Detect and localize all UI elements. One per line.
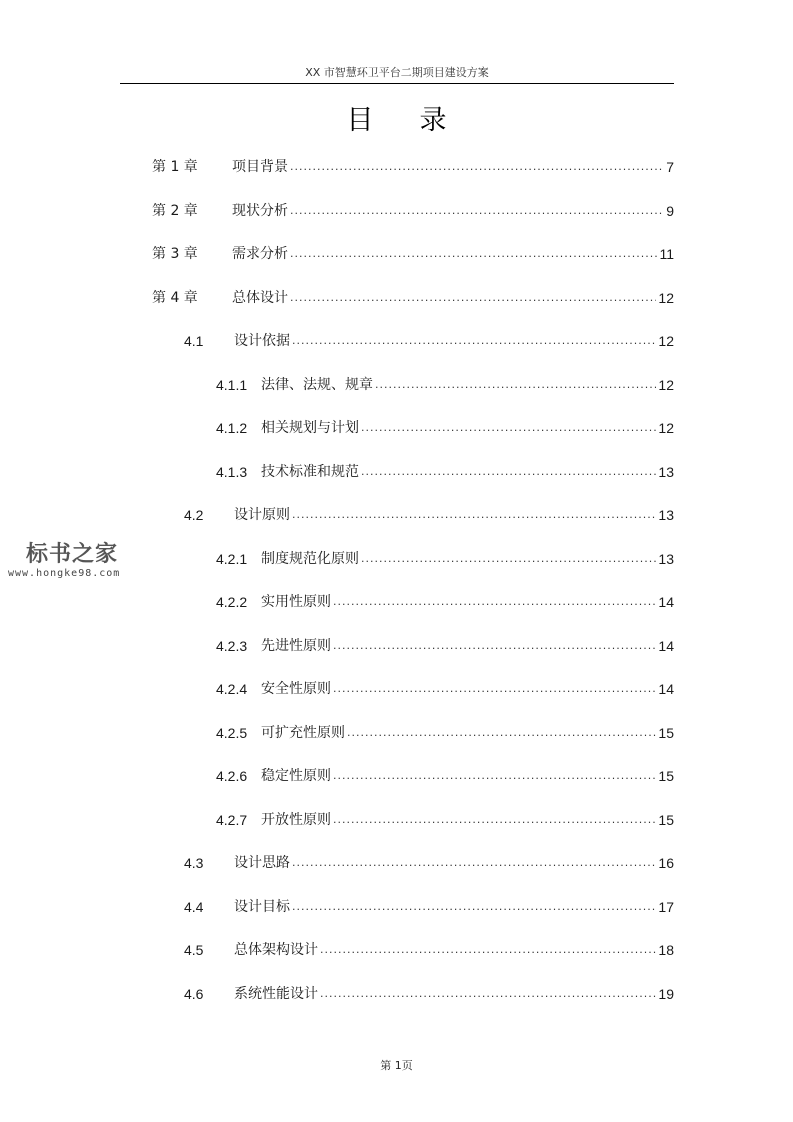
toc-entry-label: 系统性能设计 xyxy=(234,986,318,1002)
title-char-2: 录 xyxy=(419,105,447,136)
toc-leader-dots xyxy=(347,723,656,743)
watermark-brand: 标书之家 xyxy=(26,542,119,567)
toc-leader-dots xyxy=(292,897,656,917)
toc-entry-number: 4.1.3 xyxy=(216,464,248,480)
toc-entry-number: 第 3 章 xyxy=(152,246,198,262)
toc-leader-dots xyxy=(361,418,656,438)
toc-entry-label: 开放性原则 xyxy=(261,812,331,828)
toc-entry-label: 设计原则 xyxy=(234,507,290,523)
toc-entry-label: 设计依据 xyxy=(234,333,290,349)
title-char-1: 目 xyxy=(346,105,374,136)
toc-leader-dots xyxy=(333,766,656,786)
toc-entry-page: 12 xyxy=(658,290,674,306)
page-footer: 第 1页 xyxy=(380,1059,413,1072)
toc-entry-4-1-1[interactable] xyxy=(216,375,674,395)
toc-entry-number: 4.4 xyxy=(184,899,204,915)
toc-entry-4-6[interactable] xyxy=(184,984,674,1004)
toc-leader-dots xyxy=(361,462,656,482)
toc-entry-4-1-3[interactable] xyxy=(216,462,674,482)
toc-entry-label: 相关规划与计划 xyxy=(261,420,359,436)
toc-entry-label: 技术标准和规范 xyxy=(261,464,359,480)
toc-leader-dots xyxy=(320,940,656,960)
toc-entry-page: 12 xyxy=(658,420,674,436)
toc-entry-label: 总体架构设计 xyxy=(234,942,318,958)
toc-leader-dots xyxy=(290,288,656,308)
toc-entry-page: 16 xyxy=(658,855,674,871)
toc-leader-dots xyxy=(290,244,657,264)
toc-entry-page: 15 xyxy=(658,812,674,828)
toc-leader-dots xyxy=(333,636,656,656)
toc-entry-label: 设计思路 xyxy=(234,855,290,871)
toc-entry-ch4[interactable] xyxy=(152,288,674,308)
toc-entry-label: 可扩充性原则 xyxy=(261,725,345,741)
toc-entry-page: 13 xyxy=(658,551,674,567)
toc-entry-number: 4.5 xyxy=(184,942,204,958)
toc-leader-dots xyxy=(375,375,656,395)
toc-entry-number: 4.6 xyxy=(184,986,204,1002)
toc-entry-number: 4.2.4 xyxy=(216,681,248,697)
toc-entry-4-4[interactable] xyxy=(184,897,674,917)
toc-leader-dots xyxy=(290,201,664,221)
toc-entry-number: 4.2 xyxy=(184,507,204,523)
toc-title xyxy=(0,98,793,137)
toc-entry-page: 7 xyxy=(666,159,674,175)
toc-entry-page: 14 xyxy=(658,638,674,654)
toc-leader-dots xyxy=(333,679,656,699)
toc-entry-label: 设计目标 xyxy=(234,899,290,915)
toc-entry-4-2-7[interactable] xyxy=(216,810,674,830)
toc-entry-number: 4.1 xyxy=(184,333,204,349)
toc-entry-4-2[interactable] xyxy=(184,505,674,525)
toc-entry-4-1[interactable] xyxy=(184,331,674,351)
toc-entry-number: 4.3 xyxy=(184,855,204,871)
toc-entry-page: 14 xyxy=(658,681,674,697)
toc-entry-label: 需求分析 xyxy=(232,246,288,262)
toc-entry-number: 4.2.7 xyxy=(216,812,248,828)
toc-entry-4-5[interactable] xyxy=(184,940,674,960)
toc-entry-page: 15 xyxy=(658,725,674,741)
toc-entry-number: 4.2.5 xyxy=(216,725,248,741)
toc-entry-page: 9 xyxy=(666,203,674,219)
toc-entry-page: 19 xyxy=(658,986,674,1002)
toc-entry-4-2-2[interactable] xyxy=(216,592,674,612)
toc-entry-page: 15 xyxy=(658,768,674,784)
toc-leader-dots xyxy=(361,549,656,569)
toc-entry-number: 4.2.1 xyxy=(216,551,248,567)
toc-entry-4-1-2[interactable] xyxy=(216,418,674,438)
toc-entry-4-3[interactable] xyxy=(184,853,674,873)
toc-entry-4-2-5[interactable] xyxy=(216,723,674,743)
toc-entry-label: 现状分析 xyxy=(232,203,288,219)
toc-entry-page: 17 xyxy=(658,899,674,915)
toc-entry-page: 13 xyxy=(658,464,674,480)
toc-entry-page: 12 xyxy=(658,333,674,349)
toc-entry-number: 4.2.3 xyxy=(216,638,248,654)
toc-leader-dots xyxy=(333,592,656,612)
toc-entry-page: 18 xyxy=(658,942,674,958)
toc-entry-4-2-6[interactable] xyxy=(216,766,674,786)
toc-entry-number: 第 2 章 xyxy=(152,203,198,219)
toc-entry-label: 总体设计 xyxy=(232,290,288,306)
toc-entry-ch3[interactable] xyxy=(152,244,674,264)
toc-leader-dots xyxy=(292,331,656,351)
toc-entry-ch1[interactable] xyxy=(152,157,674,177)
toc-leader-dots xyxy=(320,984,656,1004)
toc-entry-number: 4.2.6 xyxy=(216,768,248,784)
toc-entry-page: 14 xyxy=(658,594,674,610)
toc-entry-page: 11 xyxy=(659,246,674,262)
toc-entry-label: 实用性原则 xyxy=(261,594,331,610)
toc-entry-number: 第 4 章 xyxy=(152,290,198,306)
toc-entry-page: 12 xyxy=(658,377,674,393)
toc-leader-dots xyxy=(290,157,664,177)
toc-entry-number: 4.1.2 xyxy=(216,420,248,436)
watermark-logo xyxy=(8,537,158,579)
toc-entry-4-2-1[interactable] xyxy=(216,549,674,569)
toc-entry-ch2[interactable] xyxy=(152,201,674,221)
toc-leader-dots xyxy=(333,810,656,830)
running-header: XX 市智慧环卫平台二期项目建设方案 xyxy=(120,64,674,84)
toc-leader-dots xyxy=(292,853,656,873)
toc-entry-label: 制度规范化原则 xyxy=(261,551,359,567)
toc-entry-label: 先进性原则 xyxy=(261,638,331,654)
toc-entry-4-2-4[interactable] xyxy=(216,679,674,699)
toc-entry-number: 4.2.2 xyxy=(216,594,248,610)
toc-entry-label: 稳定性原则 xyxy=(261,768,331,784)
watermark-url: www.hongke98.com xyxy=(8,568,121,579)
toc-entry-number: 第 1 章 xyxy=(152,159,198,175)
toc-entry-4-2-3[interactable] xyxy=(216,636,674,656)
toc-entry-label: 法律、法规、规章 xyxy=(261,377,373,393)
toc-entry-label: 安全性原则 xyxy=(261,681,331,697)
toc-entry-page: 13 xyxy=(658,507,674,523)
toc-leader-dots xyxy=(292,505,656,525)
toc-entry-label: 项目背景 xyxy=(232,159,288,175)
toc-entry-number: 4.1.1 xyxy=(216,377,248,393)
